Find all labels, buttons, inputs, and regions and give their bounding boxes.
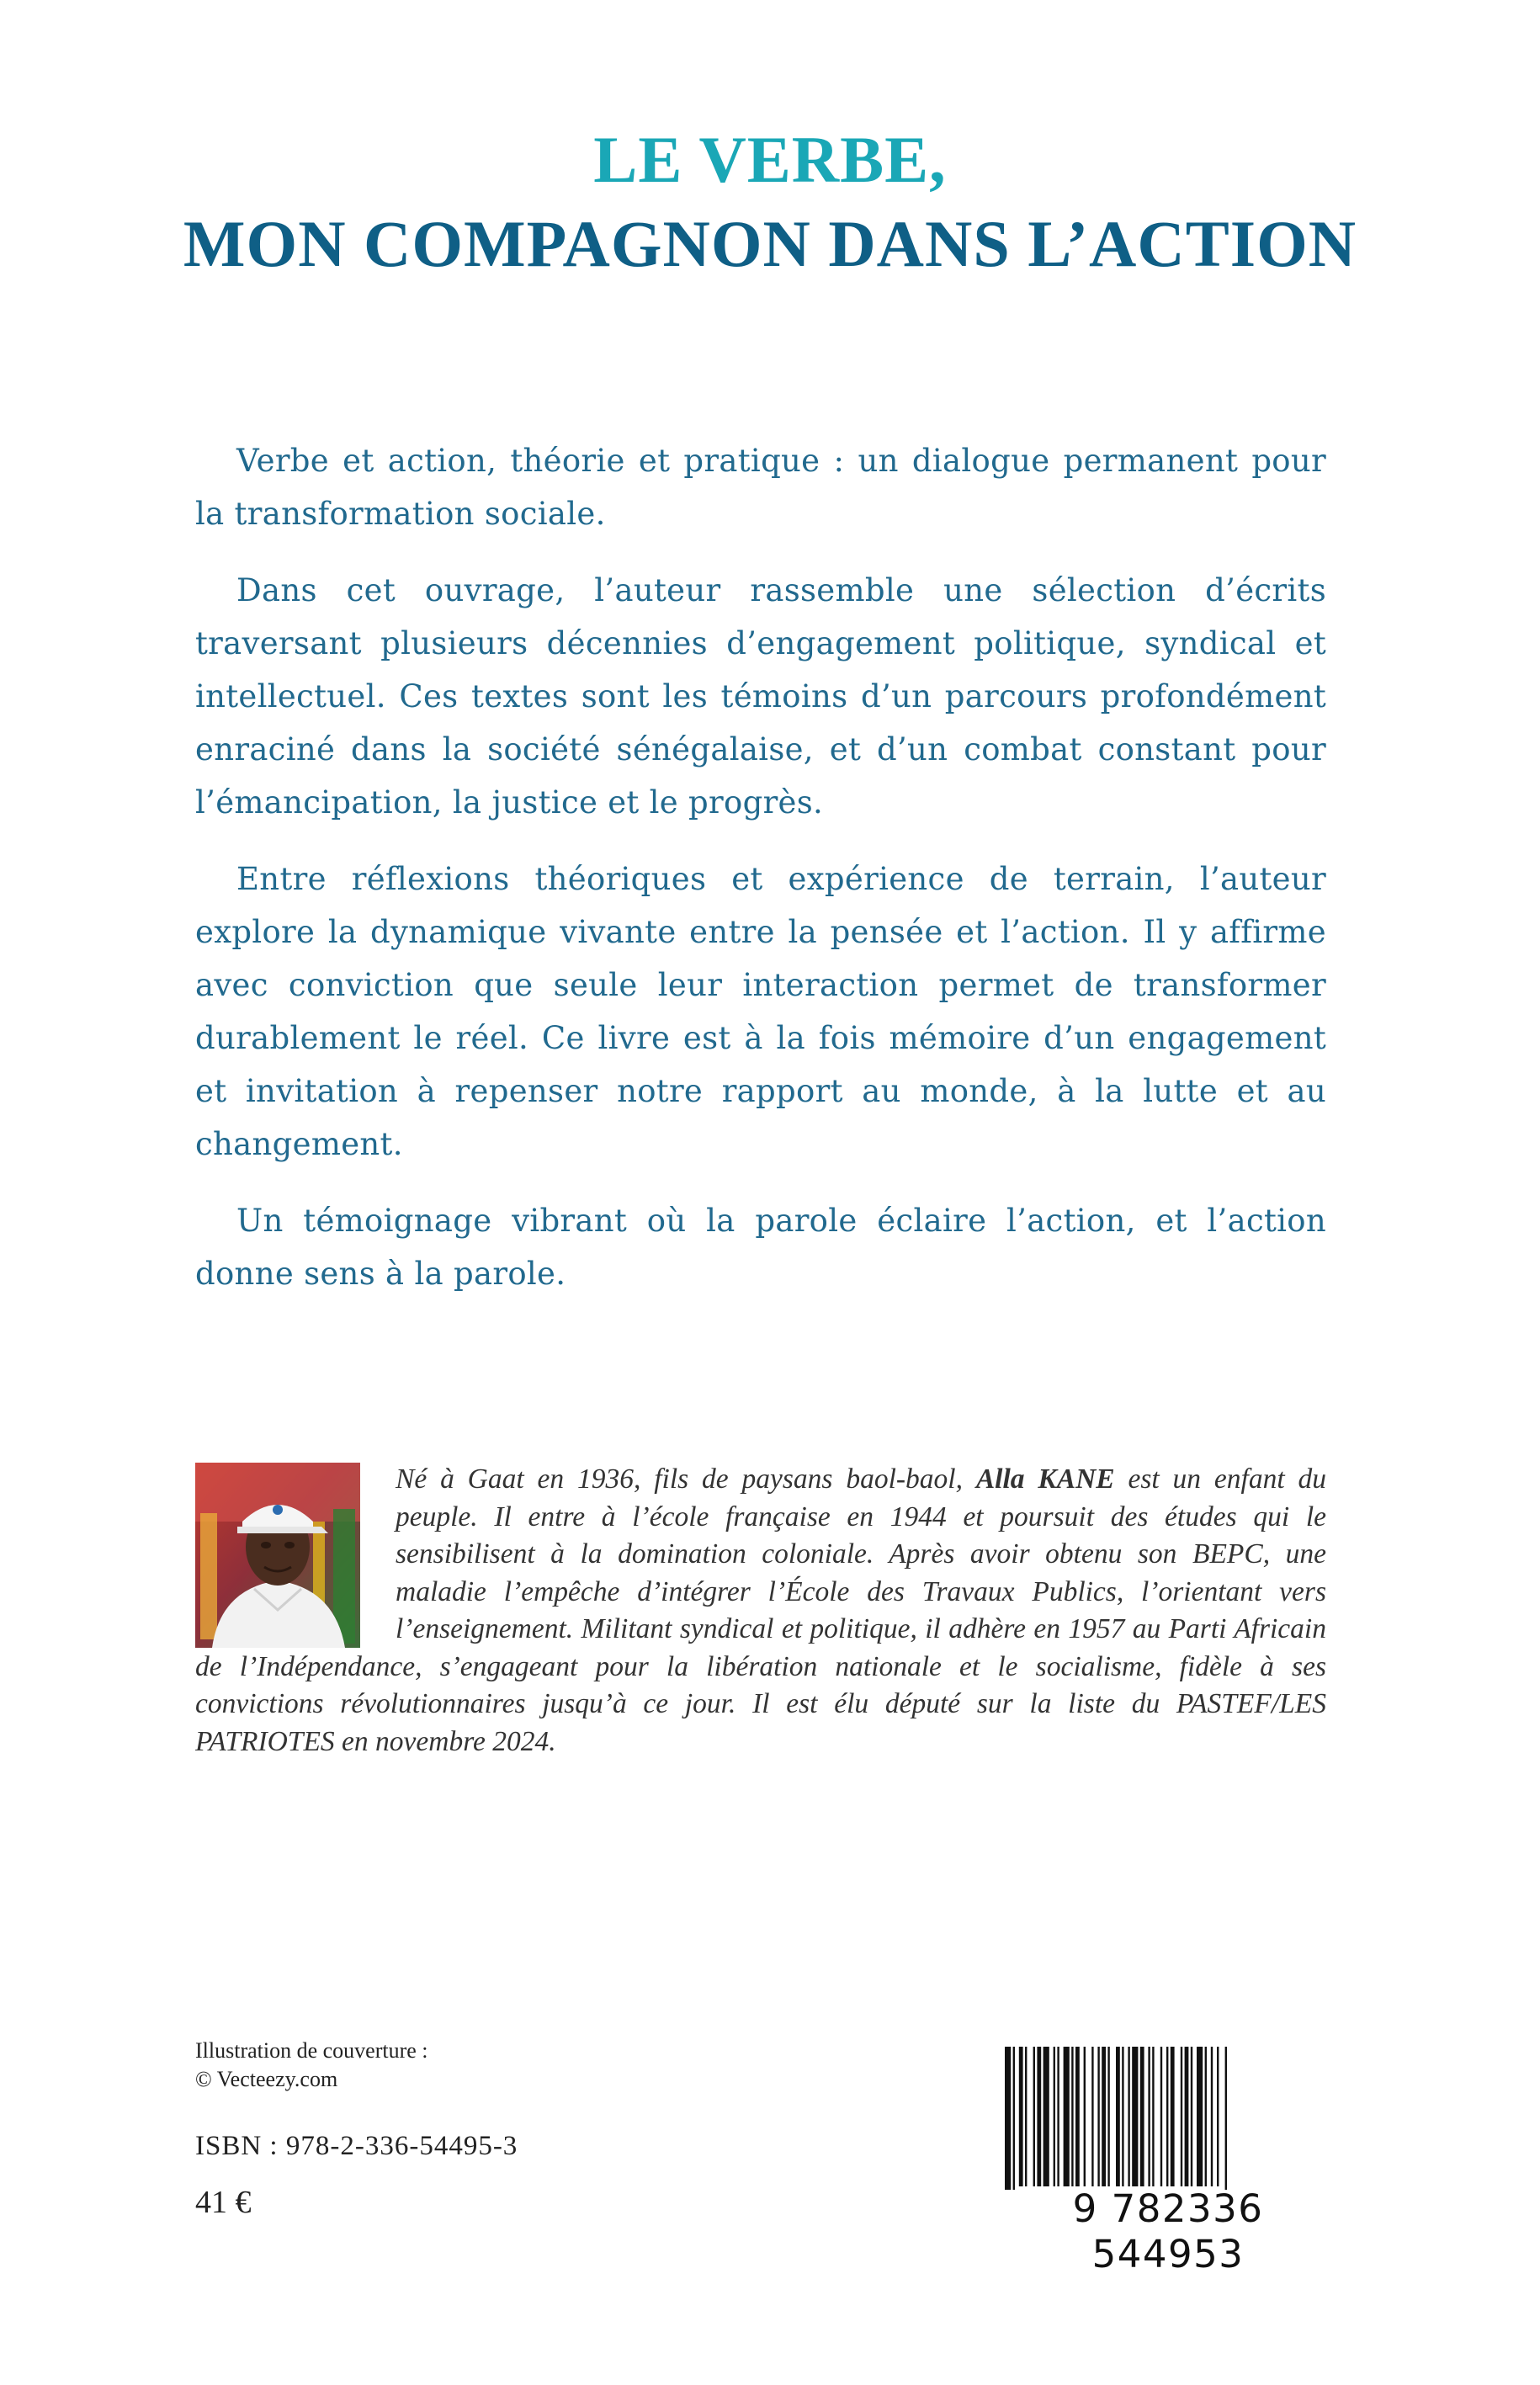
barcode-bar <box>1148 2047 1150 2186</box>
barcode-bar <box>1217 2047 1219 2186</box>
price: 41 € <box>195 2185 252 2220</box>
barcode-bar <box>1197 2047 1203 2186</box>
title-line-2: MON COMPAGNON DANS L’ACTION <box>183 207 1357 280</box>
barcode-bar <box>1166 2047 1168 2186</box>
book-title <box>0 118 1540 286</box>
author-bio <box>195 1461 1326 1761</box>
barcode-bar <box>1054 2047 1055 2186</box>
barcode-bar <box>1057 2047 1059 2186</box>
barcode-bar <box>1084 2047 1086 2186</box>
barcode-bar <box>1205 2047 1207 2186</box>
cover-credit <box>195 2037 428 2094</box>
barcode-bar <box>1107 2047 1109 2186</box>
author-name: Alla KANE <box>975 1463 1115 1495</box>
isbn-text: ISBN : 978-2-336-54495-3 <box>195 2131 518 2161</box>
barcode-bar <box>1171 2047 1175 2186</box>
barcode-bar <box>1140 2047 1144 2186</box>
barcode-bar <box>1005 2047 1011 2190</box>
barcode-bar <box>1025 2047 1027 2186</box>
blurb-paragraph: Entre réflexions théoriques et expérience de terrain, l’auteur explore la dynamique vivante entre la pensée et l’action. Il y affirme avec conviction que seule leur interaction permet de transformer durablement le réel. Ce livre est à la fois mémoire d’un engagement et invitation à repenser notre rapport au monde, à la lutte et au changement. <box>195 861 1326 1162</box>
barcode-bar <box>1116 2047 1120 2186</box>
blurb-paragraph: Verbe et action, théorie et pratique : un dialogue permanent pour la transformation sociale. <box>195 443 1326 532</box>
bio-text-after: est un enfant du peuple. Il entre à l’école française en 1944 et poursuit des études qui le sensibilisent à la domination coloniale. Après avoir obtenu son BEPC, une maladie l’empêche d’intégrer l’École des Travaux Publics, l’orientant vers l’enseignement. Militant syndical et politique, il adhère en 1957 au Parti Africain de l’Indépendance, s’engageant pour la libération nationale et le socialisme, fidèle à ses convictions révolutionnaires jusqu’à ce jour. Il est élu député sur la liste du PASTEF/LES PATRIOTES en novembre 2024. <box>195 1463 1326 1757</box>
barcode-bar <box>1132 2047 1138 2186</box>
barcode-bar <box>1160 2047 1162 2186</box>
barcode-bar <box>1128 2047 1129 2186</box>
barcode-bar <box>1152 2047 1154 2186</box>
barcode-bar <box>1071 2047 1073 2186</box>
blurb <box>195 434 1326 1324</box>
barcode-digits: 9 782336 544953 <box>1072 2186 1264 2276</box>
barcode-bar <box>1191 2047 1192 2186</box>
title-line-1: LE VERBE, <box>593 123 947 196</box>
isbn-barcode-icon <box>1001 2047 1335 2276</box>
credit-line-2: © Vecteezy.com <box>195 2067 338 2091</box>
bio-text-before: Né à Gaat en 1936, fils de paysans baol-baol, <box>396 1463 976 1495</box>
barcode-bar <box>1037 2047 1041 2186</box>
barcode-bar <box>1033 2047 1035 2186</box>
barcode-bar <box>1013 2047 1015 2190</box>
barcode-bar <box>1043 2047 1049 2186</box>
barcode-bar <box>1019 2047 1023 2186</box>
barcode-bar <box>1185 2047 1189 2186</box>
barcode-bar <box>1211 2047 1213 2186</box>
barcode-bar <box>1064 2047 1070 2186</box>
barcode-bar <box>1225 2047 1227 2190</box>
photo-spacer <box>195 1461 396 1648</box>
credit-line-1: Illustration de couverture : <box>195 2038 428 2063</box>
barcode-bar <box>1181 2047 1182 2186</box>
barcode-bar <box>1091 2047 1093 2186</box>
blurb-paragraph: Dans cet ouvrage, l’auteur rassemble une sélection d’écrits traversant plusieurs décennies d’engagement politique, syndical et intellectuel. Ces textes sont les témoins d’un parcours profondément enraciné dans la société sénégalaise, et d’un combat constant pour l’émancipation, la justice et le progrès. <box>195 572 1326 821</box>
barcode-bar <box>1075 2047 1080 2186</box>
barcode-bar <box>1122 2047 1123 2186</box>
blurb-paragraph: Un témoignage vibrant où la parole éclaire l’action, et l’action donne sens à la parole. <box>195 1203 1326 1292</box>
barcode-bar <box>1097 2047 1099 2186</box>
barcode-bar <box>1102 2047 1106 2186</box>
